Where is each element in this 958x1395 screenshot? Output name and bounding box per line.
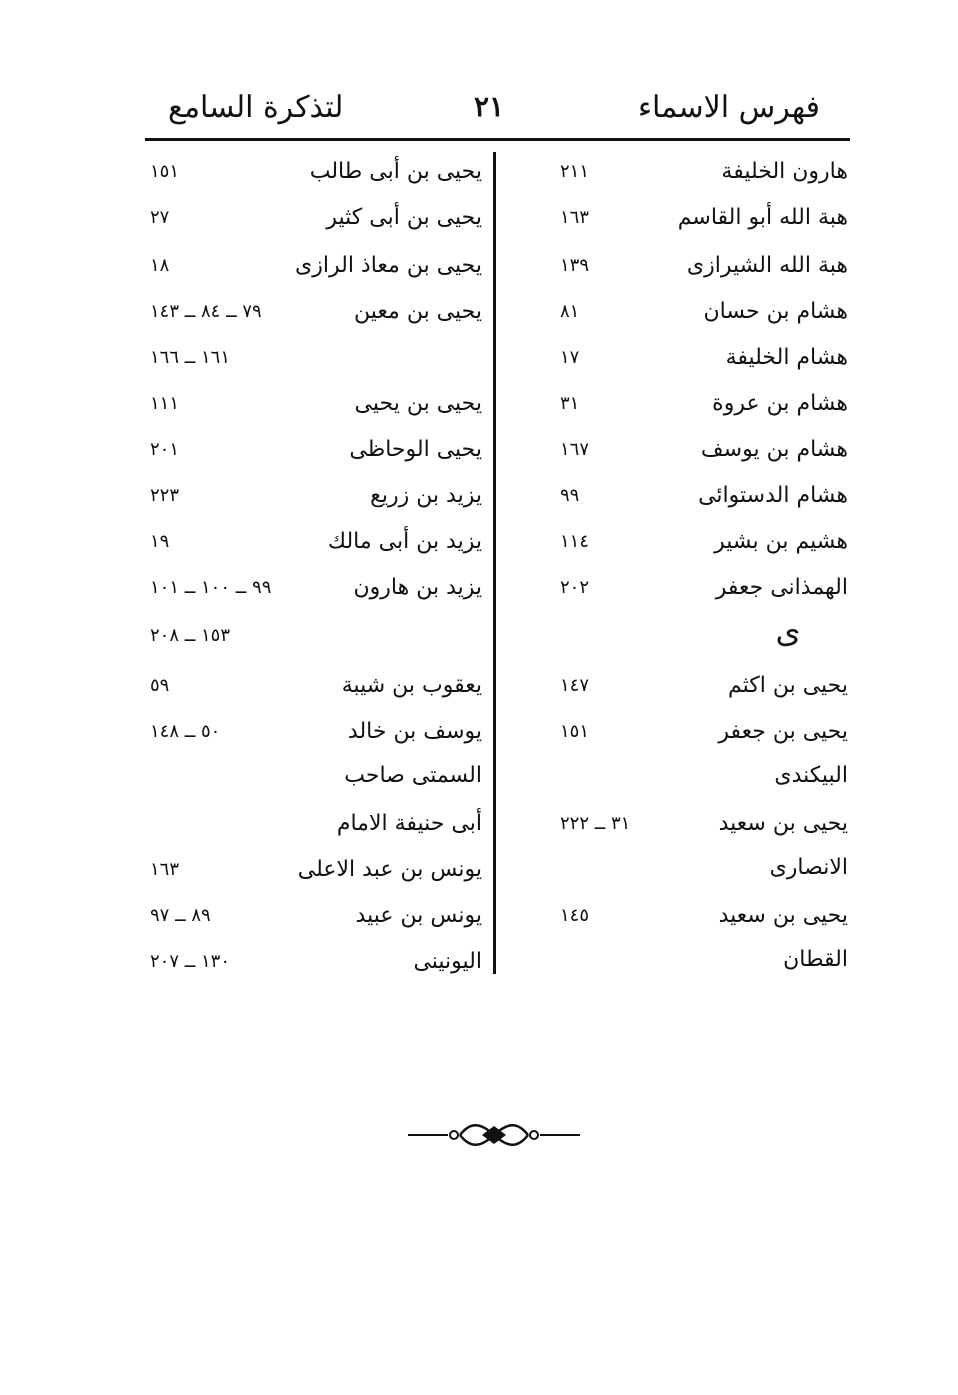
page-number: ٢١: [474, 90, 505, 123]
index-entry: ١٥٣ ــ ٢٠٨: [150, 625, 231, 646]
index-entry: هشام بن حسان ٨١: [560, 299, 848, 324]
index-entry: هشام الخليفة ١٧: [560, 345, 848, 370]
index-entry: هبة الله الشيرازى ١٣٩: [560, 253, 848, 278]
index-entry: أبى حنيفة الامام: [336, 811, 482, 836]
index-entry: يحيى بن سعيد ١٤٥: [560, 903, 848, 928]
index-entry: يونس بن عبيد ٨٩ ــ ٩٧: [150, 903, 482, 928]
index-entry: هشام بن يوسف ١٦٧: [560, 437, 848, 462]
index-entry: يحيى بن يحيى ١١١: [150, 391, 482, 416]
index-entry: يحيى بن جعفر ١٥١: [560, 719, 848, 744]
index-entry: يحيى بن اكثم ١٤٧: [560, 673, 848, 698]
index-entry: يونس بن عبد الاعلى ١٦٣: [150, 857, 482, 882]
end-ornament-icon: [408, 1118, 580, 1152]
index-entry: القطان: [783, 947, 848, 972]
index-entry: يزيد بن أبى مالك ١٩: [150, 529, 482, 554]
index-entry: يعقوب بن شيبة ٥٩: [150, 673, 482, 698]
index-entry: يزيد بن هارون ٩٩ ــ ١٠٠ ــ ١٠١: [150, 575, 482, 600]
index-entry: هبة الله أبو القاسم ١٦٣: [560, 205, 848, 230]
header-rule: [145, 138, 850, 141]
index-entry: هشام بن عروة ٣١: [560, 391, 848, 416]
index-entry: السمتى صاحب: [344, 763, 482, 788]
book-title: لتذكرة السامع: [168, 90, 344, 125]
index-entry: هشيم بن بشير ١١٤: [560, 529, 848, 554]
index-entry: يحيى بن معين ٧٩ ــ ٨٤ ــ ١٤٣: [150, 299, 482, 324]
index-title: فهرس الاسماء: [637, 90, 820, 125]
index-entry: اليونينى ١٣٠ ــ ٢٠٧: [150, 949, 482, 974]
page-header: [140, 78, 852, 138]
index-entry: يحيى بن أبى كثير ٢٧: [150, 205, 482, 230]
index-entry: يزيد بن زريع ٢٢٣: [150, 483, 482, 508]
index-entry: الهمذانى جعفر ٢٠٢: [560, 575, 848, 600]
index-entry: البيكندى: [774, 763, 848, 788]
index-entry: هشام الدستوائى ٩٩: [560, 483, 848, 508]
index-entry: ١٦١ ــ ١٦٦: [150, 347, 231, 368]
index-entry: يوسف بن خالد ٥٠ ــ ١٤٨: [150, 719, 482, 744]
index-entry: يحيى الوحاظى ٢٠١: [150, 437, 482, 462]
index-entry: هارون الخليفة ٢١١: [560, 159, 848, 184]
index-entry: يحيى بن سعيد ٣١ ــ ٢٢٢: [560, 811, 848, 836]
index-entry: يحيى بن أبى طالب ١٥١: [150, 159, 482, 184]
index-entry: الانصارى: [769, 855, 848, 880]
index-entry: يحيى بن معاذ الرازى ١٨: [150, 253, 482, 278]
section-letter-heading: ى: [775, 612, 801, 650]
column-divider: [493, 152, 496, 974]
